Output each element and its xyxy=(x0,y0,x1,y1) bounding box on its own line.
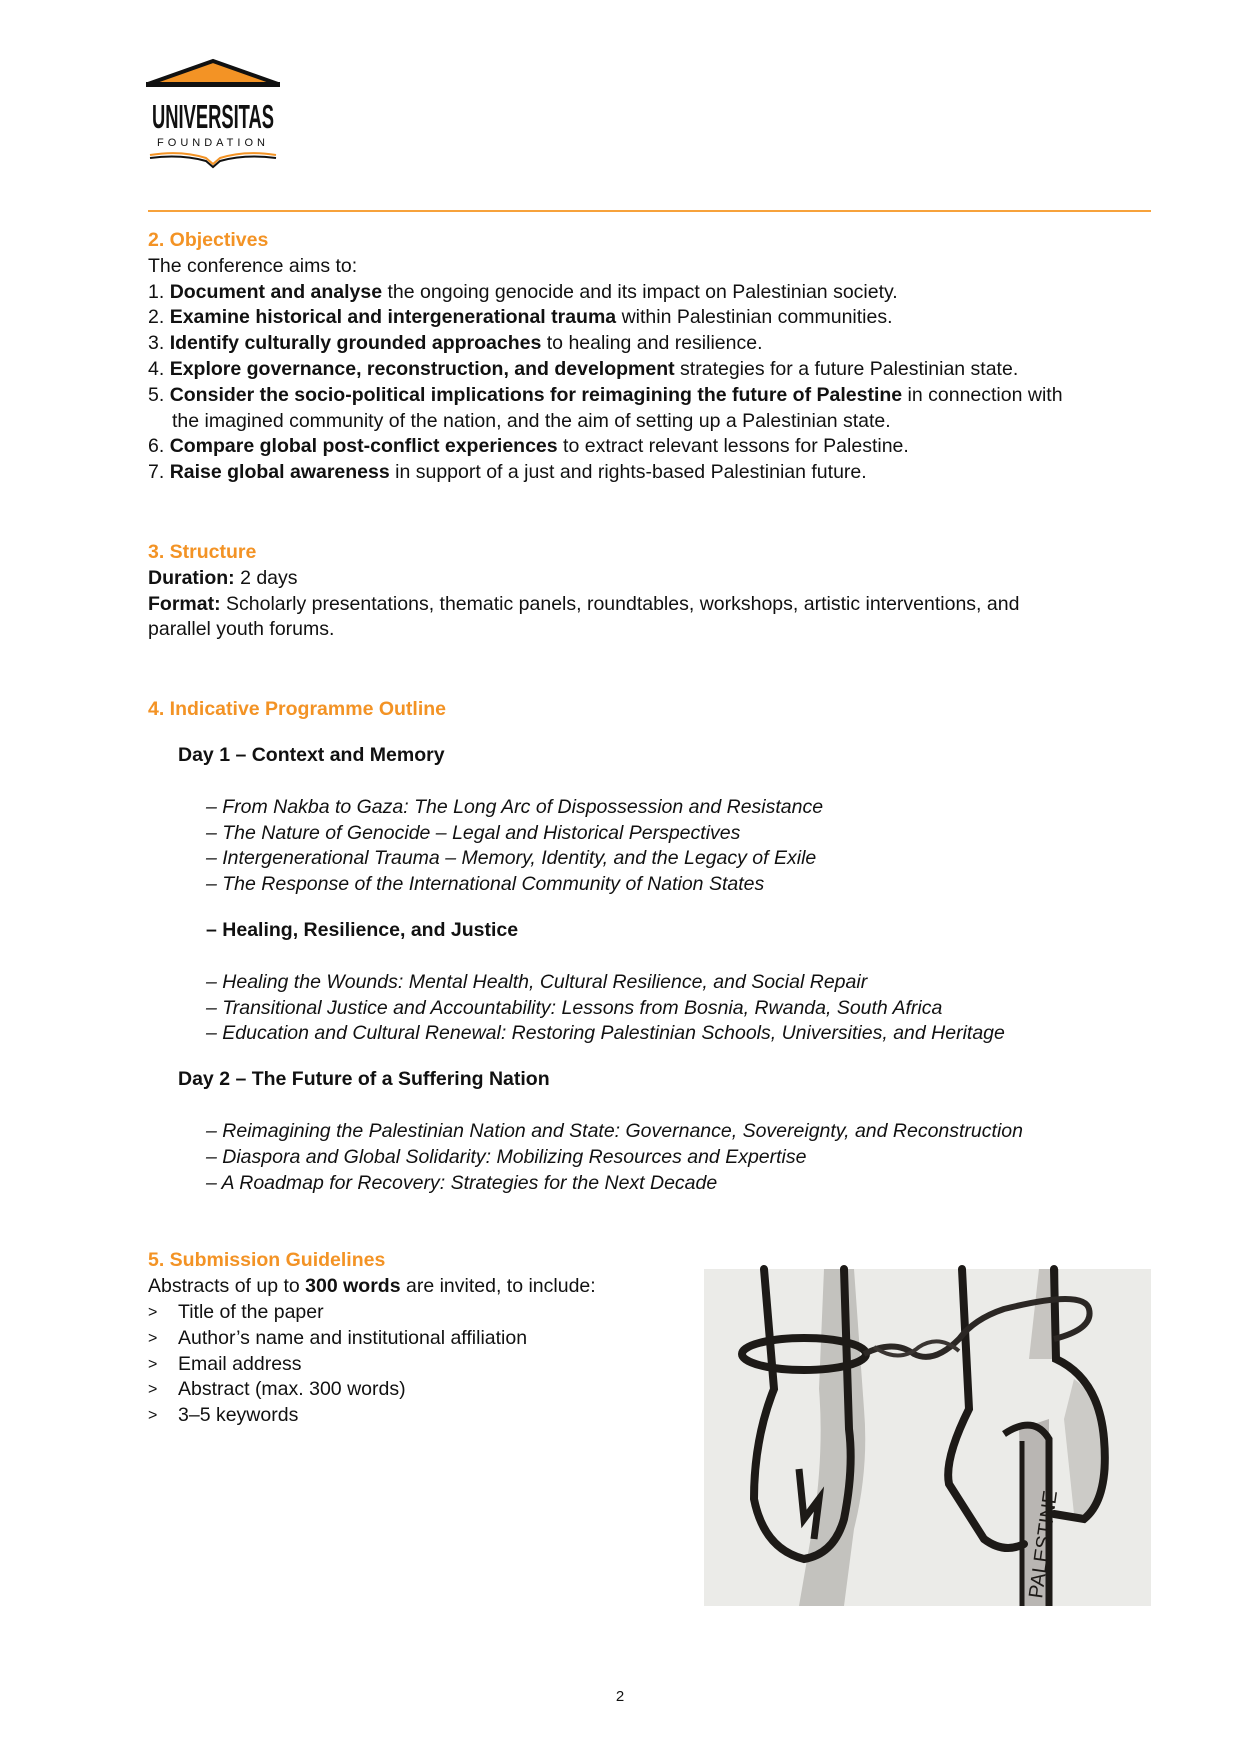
day-1-title: Day 1 – Context and Memory xyxy=(178,743,445,766)
programme-item: – Diaspora and Global Solidarity: Mobilizing Resources and Expertise xyxy=(206,1145,807,1168)
objective-text: to healing and resilience. xyxy=(541,332,763,355)
objective-item xyxy=(148,280,1158,306)
objectives-intro: The conference aims to: xyxy=(148,254,358,277)
objective-number: 6. xyxy=(148,435,170,458)
programme-item: – Reimagining the Palestinian Nation and State: Governance, Sovereignty, and Reconstruction xyxy=(206,1119,1023,1142)
objective-item xyxy=(148,383,1158,409)
submission-item-text: Title of the paper xyxy=(178,1300,324,1323)
objective-text: strategies for a future Palestinian state. xyxy=(674,357,1019,380)
objective-item xyxy=(148,305,1158,331)
submission-item-text: 3–5 keywords xyxy=(178,1404,299,1427)
page-number: 2 xyxy=(615,1688,625,1705)
structure-format xyxy=(148,592,1158,618)
objective-text: in connection with xyxy=(902,383,1063,406)
objectives-list xyxy=(148,280,1158,486)
header-rule xyxy=(148,210,1151,212)
chevron-bullet-icon: > xyxy=(148,1329,158,1347)
objective-bold: Consider the socio-political implications for reimagining the future of Palestine xyxy=(169,383,903,406)
objective-text: to extract relevant lessons for Palestine. xyxy=(557,435,909,458)
ink-drawing-image xyxy=(704,1269,1151,1606)
day-1-subheading: – Healing, Resilience, and Justice xyxy=(206,918,519,941)
objective-bold: Explore governance, reconstruction, and development xyxy=(169,357,675,380)
duration-value: 2 days xyxy=(234,566,298,589)
objective-text: in support of a just and rights-based Palestinian future. xyxy=(389,461,867,484)
logo-wordmark: UNIVERSITAS xyxy=(152,98,274,135)
programme-item: – Transitional Justice and Accountability: Lessons from Bosnia, Rwanda, South Africa xyxy=(206,996,943,1019)
objective-number: 5. xyxy=(148,383,170,406)
universitas-foundation-logo xyxy=(146,58,280,170)
chevron-bullet-icon: > xyxy=(148,1303,158,1321)
submission-item-text: Author’s name and institutional affiliation xyxy=(178,1326,528,1349)
objective-bold: Raise global awareness xyxy=(169,461,390,484)
artwork-chained-hands xyxy=(704,1269,1151,1606)
chevron-bullet-icon: > xyxy=(148,1355,158,1373)
objective-bold: Compare global post-conflict experiences xyxy=(169,435,558,458)
format-label: Format: xyxy=(148,592,221,615)
chevron-bullet-icon: > xyxy=(148,1381,158,1399)
objective-number: 3. xyxy=(148,332,170,355)
submission-item-text: Email address xyxy=(178,1352,302,1375)
programme-heading: 4. Indicative Programme Outline xyxy=(148,698,447,721)
submission-intro-text: Abstracts of up to xyxy=(148,1275,306,1298)
submission-intro-text: are invited, to include: xyxy=(400,1275,596,1298)
structure-duration xyxy=(148,566,1158,592)
objective-item xyxy=(148,460,1158,486)
day-2-title: Day 2 – The Future of a Suffering Nation xyxy=(178,1068,550,1091)
chevron-bullet-icon: > xyxy=(148,1407,158,1425)
submission-heading: 5. Submission Guidelines xyxy=(148,1249,386,1272)
objective-item-continuation: the imagined community of the nation, and the aim of setting up a Palestinian state. xyxy=(172,409,891,432)
objective-number: 7. xyxy=(148,461,170,484)
objective-number: 2. xyxy=(148,306,170,329)
objective-text: within Palestinian communities. xyxy=(616,306,893,329)
objective-item xyxy=(148,331,1158,357)
submission-item-text: Abstract (max. 300 words) xyxy=(178,1378,406,1401)
format-value: Scholarly presentations, thematic panels, roundtables, workshops, artistic interventions, and xyxy=(220,592,1020,615)
structure-heading: 3. Structure xyxy=(148,540,257,563)
objective-item xyxy=(148,434,1158,460)
programme-item: – Healing the Wounds: Mental Health, Cultural Resilience, and Social Repair xyxy=(206,970,868,993)
duration-label: Duration: xyxy=(148,566,235,589)
programme-item: – Intergenerational Trauma – Memory, Identity, and the Legacy of Exile xyxy=(206,847,817,870)
objective-text: the ongoing genocide and its impact on Palestinian society. xyxy=(382,280,898,303)
artwork-lettering: PALESTINE xyxy=(1025,1489,1063,1600)
objective-bold: Identify culturally grounded approaches xyxy=(169,332,542,355)
logo-subtitle: FOUNDATION xyxy=(157,137,269,149)
objectives-heading: 2. Objectives xyxy=(148,229,269,251)
programme-item: – From Nakba to Gaza: The Long Arc of Dispossession and Resistance xyxy=(206,795,824,818)
programme-item: – A Roadmap for Recovery: Strategies for the Next Decade xyxy=(206,1171,718,1194)
objective-number: 1. xyxy=(148,280,170,303)
objective-bold: Document and analyse xyxy=(169,280,383,303)
programme-item: – Education and Cultural Renewal: Restoring Palestinian Schools, Universities, and Heritage xyxy=(206,1022,1005,1045)
structure-format-continuation: parallel youth forums. xyxy=(148,618,335,641)
objective-bold: Examine historical and intergenerational trauma xyxy=(169,306,617,329)
programme-item: – The Nature of Genocide – Legal and Historical Perspectives xyxy=(206,821,741,844)
submission-intro-bold: 300 words xyxy=(305,1275,401,1298)
document-body xyxy=(148,228,1158,1429)
objective-item xyxy=(148,357,1158,383)
programme-item: – The Response of the International Community of Nation States xyxy=(206,873,765,896)
objective-number: 4. xyxy=(148,357,170,380)
